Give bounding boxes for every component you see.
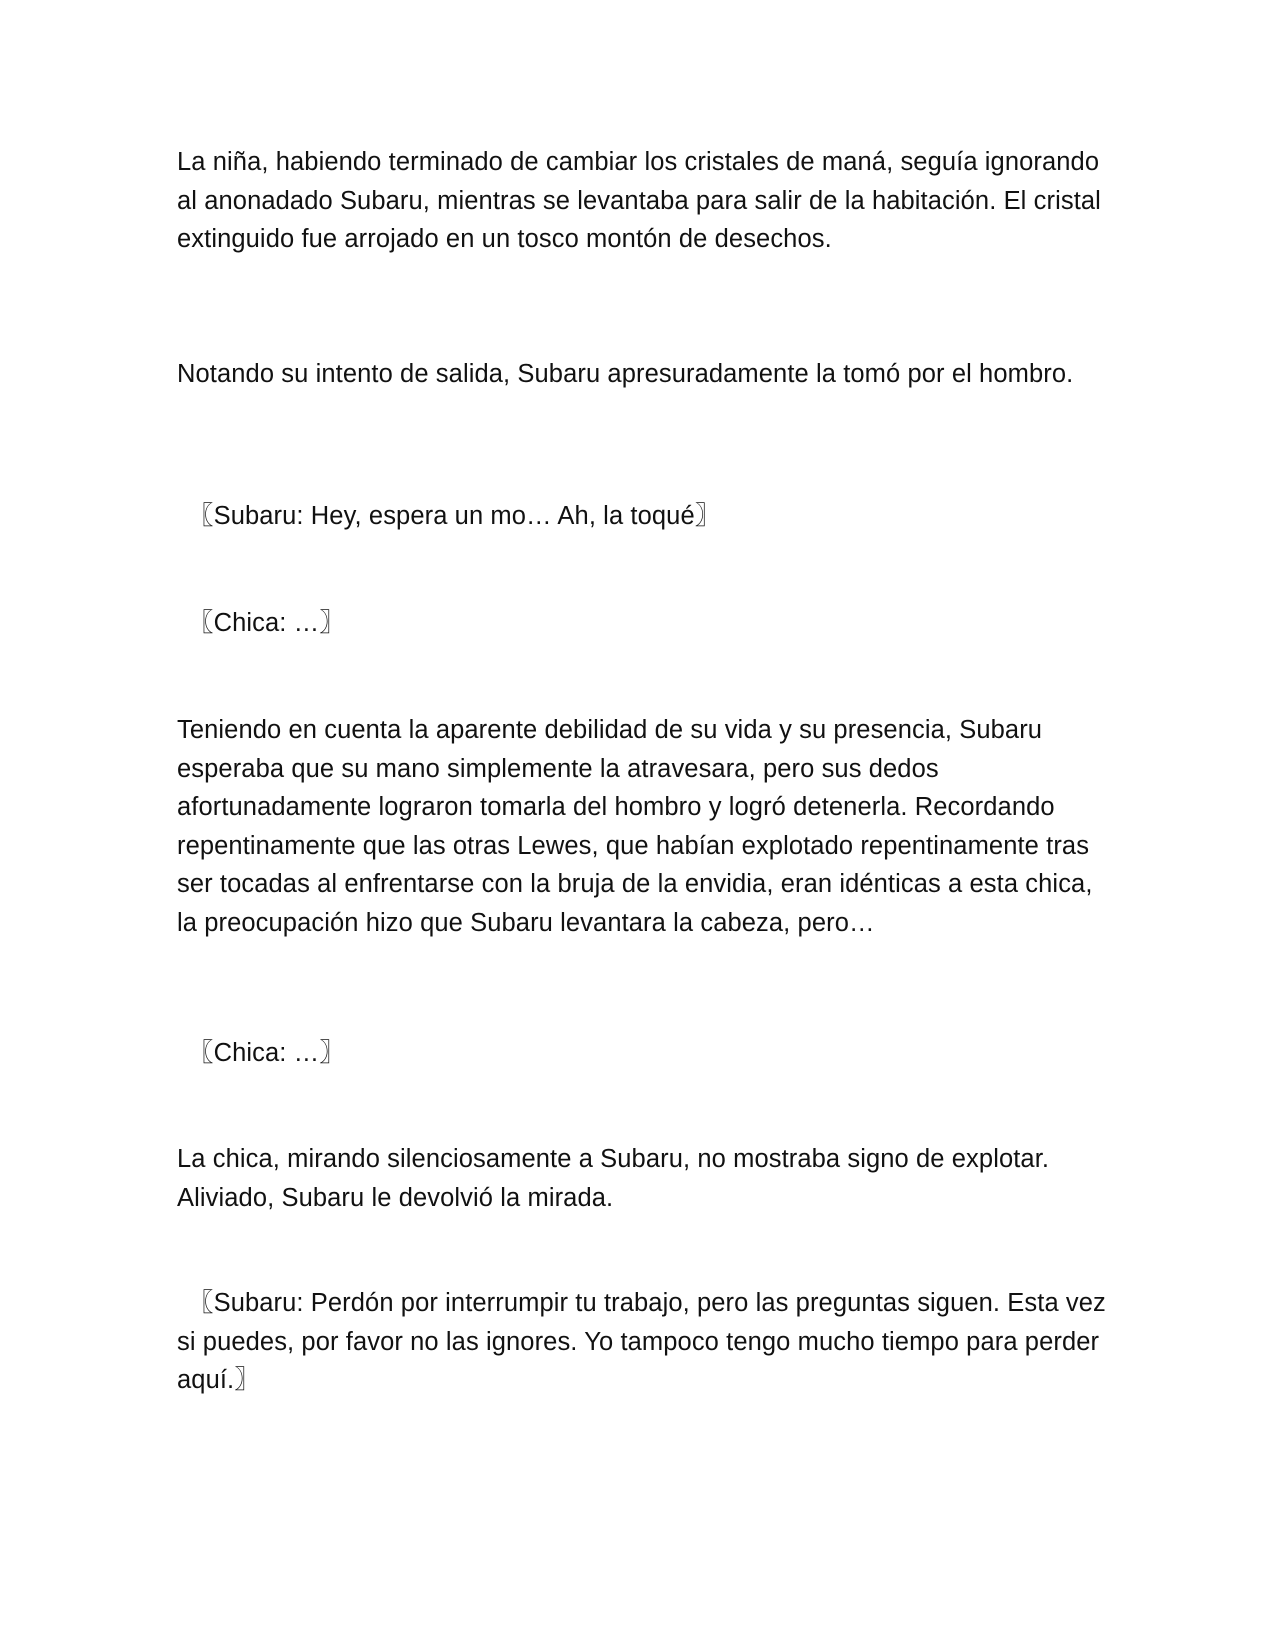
dialogue-subaru-wait: 〖Subaru: Hey, espera un mo… Ah, la toqué〗 [188, 502, 721, 530]
paragraph-subaru-grabs-shoulder: Notando su intento de salida, Subaru apresuradamente la tomó por el hombro. [177, 360, 1074, 388]
paragraph-crystal-change: La niña, habiendo terminado de cambiar los cristales de maná, seguía ignorando al anonadado Subaru, mientras se levantaba para salir de la habitación. El cristal extinguido fue arrojado en un tosco montón de desechos. [177, 148, 1101, 253]
paragraph-chica-no-explosion: La chica, mirando silenciosamente a Subaru, no mostraba signo de explotar. Aliviado, Subaru le devolvió la mirada. [177, 1145, 1050, 1212]
dialogue-subaru-questions: 〖Subaru: Perdón por interrumpir tu trabajo, pero las preguntas siguen. Esta vez si puedes, por favor no las ignores. Yo tampoco tengo mucho tiempo para perder aquí.〗 [177, 1289, 1106, 1394]
dialogue-chica-silence-1: 〖Chica: …〗 [188, 609, 345, 637]
dialogue-chica-silence-2: 〖Chica: …〗 [188, 1039, 345, 1067]
paragraph-subaru-touch-reflection: Teniendo en cuenta la aparente debilidad de su vida y su presencia, Subaru esperaba que su mano simplemente la atravesara, pero sus dedos afortunadamente lograron tomarla del hombro y logró detenerla. Recordando repentinamente que las otras Lewes, que habían explotado repentinamente tras ser tocadas al enfrentarse con la bruja de la envidia, eran idénticas a esta chica, la preocupación hizo que Subaru levantara la cabeza, pero… [177, 716, 1093, 937]
